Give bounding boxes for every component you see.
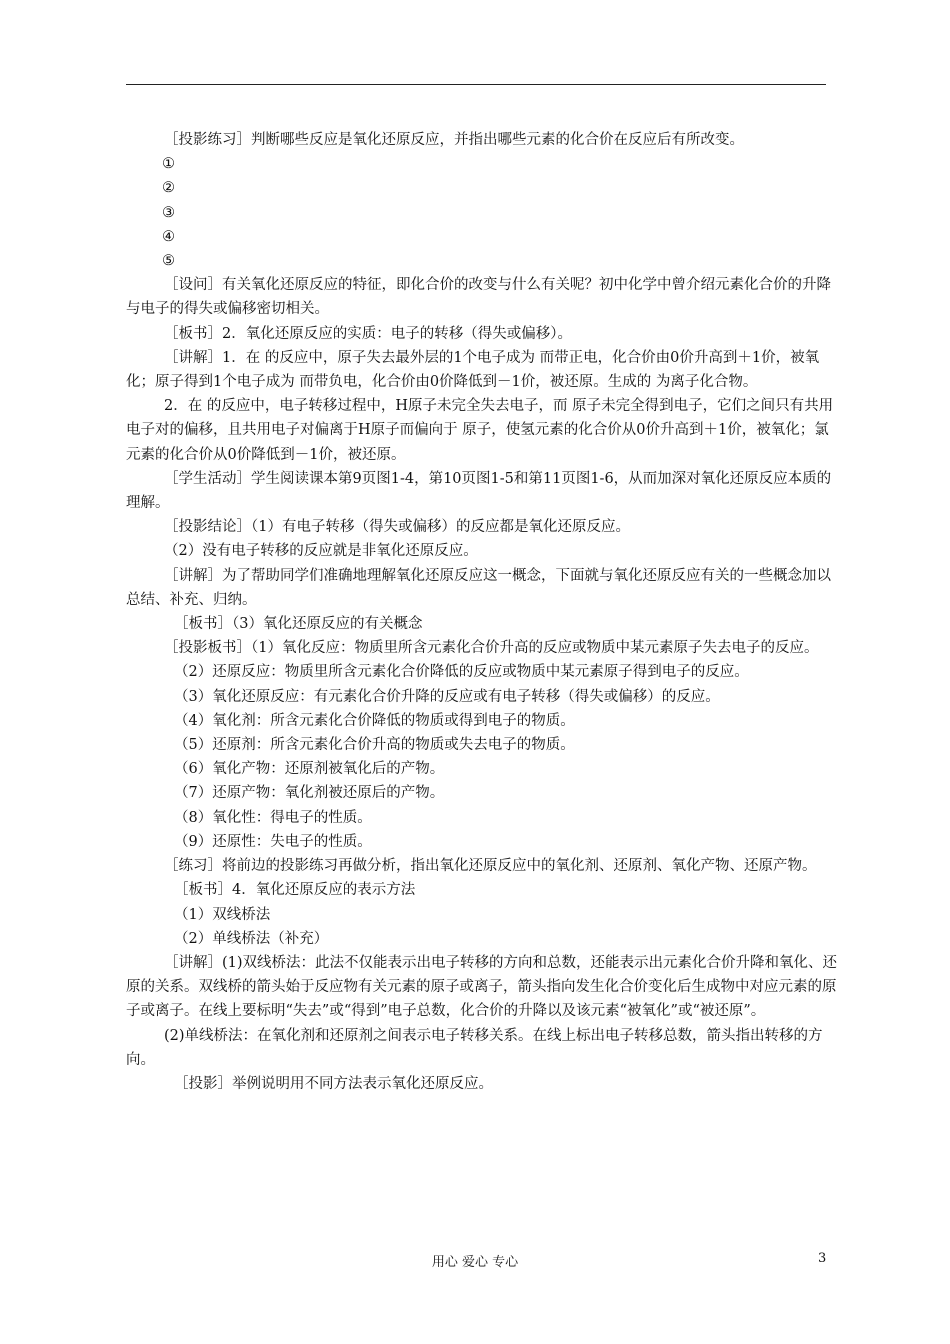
- paragraph: （5）还原剂：所含元素化合价升高的物质或失去电子的物质。: [174, 737, 575, 754]
- paragraph: ［投影结论］（1）有电子转移（得失或偏移）的反应都是氧化还原反应。: [164, 519, 630, 536]
- paragraph: (2)单线桥法：在氧化剂和还原剂之间表示电子转移关系。在线上标出电子转移总数，箭头指出转移的方向。: [126, 1027, 823, 1068]
- paragraph: ③: [162, 204, 175, 221]
- paragraph: （2）单线桥法（补充）: [174, 930, 329, 947]
- paragraph: （6）氧化产物：还原剂被氧化后的产物。: [174, 761, 445, 778]
- paragraph: ［投影］举例说明用不同方法表示氧化还原反应。: [174, 1075, 493, 1092]
- paragraph: ②: [162, 180, 175, 197]
- paragraph: ［板书］4．氧化还原反应的表示方法: [174, 882, 416, 899]
- paragraph: ［投影板书］（1）氧化反应：物质里所含元素化合价升高的反应或物质中某元素原子失去电子的反应。: [164, 640, 819, 657]
- paragraph: ①: [162, 156, 175, 173]
- paragraph: 2．在 的反应中，电子转移过程中，H原子未完全失去电子，而 原子未完全得到电子，它们之间只有共用电子对的偏移，且共用电子对偏离于H原子而偏向于 原子，使氢元素的化合价从0价升高到＋1价，被氧化；氯元素的化合价从0价降低到－1价，被还原。: [126, 398, 834, 463]
- paragraph: ［讲解］(1)双线桥法：此法不仅能表示出电子转移的方向和总数，还能表示出元素化合价升降和氧化、还原的关系。双线桥的箭头始于反应物有关元素的原子或离子，箭头指向发生化合价变化后生成物中对应元素的原子或离子。在线上要标明“失去”或“得到”电子总数，化合价的升降以及该元素“被氧化”或“被还原”。: [126, 954, 838, 1020]
- paragraph: ［板书］2．氧化还原反应的实质：电子的转移（得失或偏移）。: [164, 325, 572, 342]
- paragraph: （8）氧化性：得电子的性质。: [174, 809, 372, 826]
- header-rule: [126, 84, 826, 85]
- paragraph: ［板书］（3）氧化还原反应的有关概念: [174, 616, 423, 633]
- page-number: 3: [818, 1251, 827, 1266]
- paragraph: （1）双线桥法: [174, 906, 271, 923]
- paragraph: ④: [162, 228, 175, 245]
- footer-slogan: 用心 爱心 专心: [431, 1255, 519, 1270]
- paragraph: ⑤: [162, 253, 175, 270]
- paragraph: ［讲解］为了帮助同学们准确地理解氧化还原反应这一概念，下面就与氧化还原反应有关的一些概念加以总结、补充、归纳。: [126, 567, 831, 608]
- paragraph: ［练习］将前边的投影练习再做分析，指出氧化还原反应中的氧化剂、还原剂、氧化产物、还原产物。: [164, 858, 817, 875]
- paragraph: ［设问］有关氧化还原反应的特征，即化合价的改变与什么有关呢？初中化学中曾介绍元素化合价的升降与电子的得失或偏移密切相关。: [126, 277, 831, 318]
- paragraph: （2）还原反应：物质里所含元素化合价降低的反应或物质中某元素原子得到电子的反应。: [174, 664, 749, 681]
- paragraph: （7）还原产物：氧化剂被还原后的产物。: [174, 785, 445, 802]
- paragraph: ［学生活动］学生阅读课本第9页图1-4，第10页图1-5和第11页图1-6，从而加深对氧化还原反应本质的理解。: [126, 470, 832, 512]
- paragraph: （3）氧化还原反应：有元素化合价升降的反应或有电子转移（得失或偏移）的反应。: [174, 688, 720, 705]
- paragraph: （4）氧化剂：所含元素化合价降低的物质或得到电子的物质。: [174, 712, 575, 729]
- paragraph: ［投影练习］判断哪些反应是氧化还原反应，并指出哪些元素的化合价在反应后有所改变。: [164, 132, 744, 148]
- document-body: [126, 128, 842, 1096]
- paragraph: （2）没有电子转移的反应就是非氧化还原反应。: [164, 543, 478, 560]
- paragraph: ［讲解］1．在 的反应中，原子失去最外层的1个电子成为 而带正电，化合价由0价升高到＋1价，被氧化；原子得到1个电子成为 而带负电，化合价由0价降低到－1价，被还原。生成的 为离子化合物。: [126, 349, 820, 391]
- paragraph: （9）还原性：失电子的性质。: [174, 833, 372, 850]
